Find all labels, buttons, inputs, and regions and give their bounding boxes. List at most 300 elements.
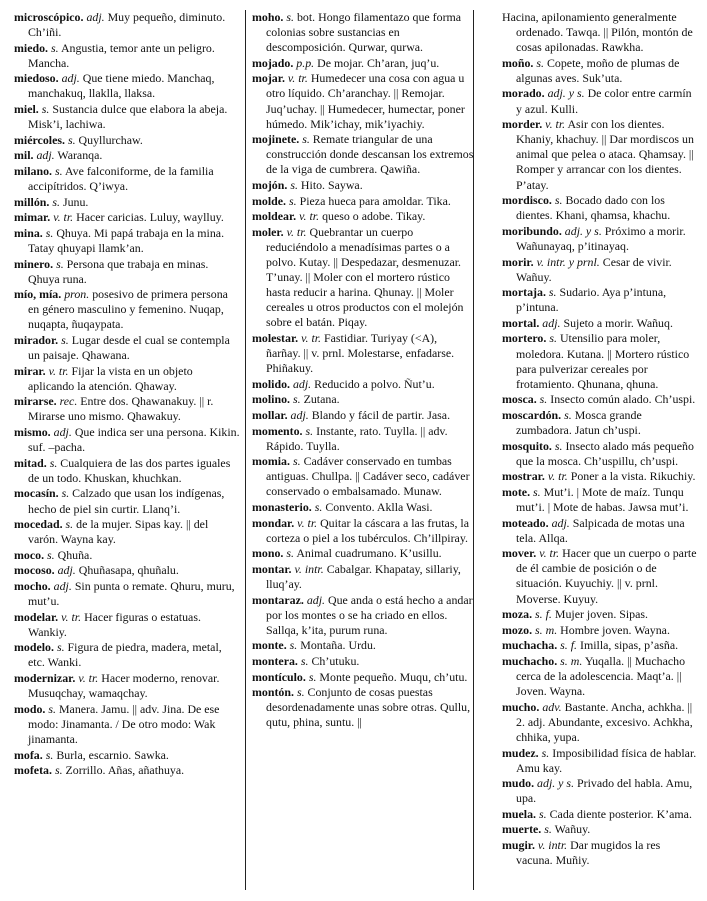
dictionary-entry-continuation: [502, 10, 698, 55]
definition: Figura de piedra, madera, metal, etc. Wanki.: [28, 640, 222, 670]
definition: Hacina, apilonamiento generalmente ordenado. Tawqa. || Pilón, montón de cosas apilonadas. Rawkha.: [502, 10, 693, 55]
dictionary-entry: [252, 132, 474, 177]
grammar-label: adj.: [86, 10, 105, 24]
headword: mimar.: [14, 210, 51, 225]
grammar-label: s.: [286, 10, 294, 24]
grammar-label: v. tr.: [547, 469, 568, 484]
headword: miedo.: [14, 40, 49, 55]
definition: Animal cuadrumano. K’usillu.: [296, 546, 442, 561]
grammar-label: s.: [48, 701, 56, 716]
headword: montón.: [252, 685, 294, 700]
grammar-label: s.: [289, 638, 298, 653]
grammar-label: s.: [45, 225, 54, 240]
headword: miedoso.: [14, 71, 59, 86]
dictionary-entry: [502, 439, 698, 469]
definition: Privado del habla. Amu, upa.: [516, 776, 693, 806]
grammar-label: s.: [61, 486, 70, 501]
definition: Ch’utuku.: [311, 653, 360, 668]
headword: mío, mía.: [14, 287, 62, 302]
dictionary-entry: [14, 563, 240, 578]
grammar-label: s.: [41, 102, 50, 117]
definition: Wañuy.: [554, 822, 591, 837]
headword: microscópico.: [14, 10, 84, 24]
dictionary-entry: [502, 838, 698, 868]
column-divider: [473, 10, 474, 890]
dictionary-entry: [252, 331, 474, 376]
definition: Hacer moderno, renovar. Musuqchay, wamaqchay.: [28, 671, 220, 701]
definition: Yuqalla. || Muchacho cerca de la adolescencia. Maqt’a. || Joven. Wayna.: [516, 653, 686, 699]
definition: Que anda o está hecho a andar por los montes o se ha criado en ellos. Sallqa, k’ita, purum runa.: [266, 592, 473, 637]
definition: Zutana.: [303, 392, 340, 407]
headword: monte.: [252, 638, 287, 653]
grammar-label: s. f.: [560, 638, 578, 653]
definition: Insecto común alado. Ch’uspi.: [550, 392, 696, 407]
dictionary-entry: [502, 117, 698, 192]
headword: momento.: [252, 423, 303, 438]
definition: Utensilio para moler, moledora. Kutana. || Mortero rústico para pulverizar cereales por frotamiento. Qhunana, qhuna.: [516, 331, 690, 391]
dictionary-entry: [14, 456, 240, 486]
headword: mocoso.: [14, 563, 55, 578]
headword: molino.: [252, 392, 290, 407]
headword: mucho.: [502, 699, 540, 714]
grammar-label: s.: [539, 806, 547, 821]
grammar-label: v. tr.: [297, 515, 318, 530]
headword: milano.: [14, 163, 52, 178]
grammar-label: adv.: [542, 699, 562, 714]
headword: moño.: [502, 55, 534, 70]
grammar-label: s.: [300, 653, 309, 668]
definition: Hacer que un cuerpo o parte de él cambie de posición o de situación. Kuyuchiy. || v. prnl. Moverse. Kuyuy.: [516, 546, 697, 606]
headword: miércoles.: [14, 132, 65, 147]
definition: Reducido a polvo. Ñut’u.: [314, 376, 435, 391]
grammar-label: adj. y s.: [537, 776, 575, 791]
dictionary-entry: [14, 486, 240, 516]
grammar-label: s.: [554, 193, 563, 208]
definition: Cadáver conservado en tumbas antiguas. Chullpa. || Cadáver seco, cadáver conservado o embalsamado. Munaw.: [266, 454, 470, 499]
dictionary-entry: [14, 702, 240, 747]
headword: montar.: [252, 561, 292, 576]
grammar-label: adj.: [53, 578, 72, 593]
dictionary-entry: [502, 516, 698, 546]
dictionary-entry: [252, 670, 474, 685]
dictionary-entry: [502, 623, 698, 638]
dictionary-entry: [252, 546, 474, 561]
grammar-label: s.: [67, 132, 76, 147]
headword: morir.: [502, 254, 534, 269]
grammar-label: s.: [308, 669, 317, 684]
definition: Mut’i. | Mote de maíz. Tunqu mut’i. | Mote de habas. Jawsa mut’i.: [516, 484, 689, 514]
definition: Insecto alado más pequeño que la mosca. Ch’uspillu, ch’uspi.: [516, 438, 694, 468]
headword: mortal.: [502, 315, 540, 330]
grammar-label: v. tr.: [287, 71, 308, 86]
grammar-label: pron.: [64, 287, 90, 302]
dictionary-entry: [502, 822, 698, 837]
headword: mortero.: [502, 331, 547, 346]
dictionary-entry: [252, 178, 474, 193]
grammar-label: v. tr.: [48, 363, 69, 378]
grammar-label: s.: [564, 407, 572, 422]
definition: Zorrillo. Añas, añathuya.: [65, 763, 185, 778]
grammar-label: v. tr.: [78, 671, 99, 686]
grammar-label: v. tr.: [53, 210, 74, 225]
headword: mote.: [502, 484, 531, 499]
grammar-label: s.: [61, 332, 69, 347]
grammar-label: s.: [536, 55, 544, 70]
definition: Junu.: [62, 194, 89, 209]
headword: moco.: [14, 547, 45, 562]
headword: mocho.: [14, 578, 51, 593]
grammar-label: s.: [541, 745, 550, 760]
dictionary-entry: [252, 516, 474, 546]
definition: Cualquiera de las dos partes iguales de un todo. Khuskan, khuchkan.: [28, 455, 231, 485]
grammar-label: s. m.: [560, 653, 583, 668]
definition: Angustia, temor ante un peligro. Mancha.: [28, 40, 215, 70]
dictionary-entry: [252, 638, 474, 653]
headword: momia.: [252, 454, 290, 469]
grammar-label: s.: [548, 285, 557, 300]
definition: Instante, rato. Tuylla. || adv. Rápido. Tuylla.: [266, 423, 448, 453]
headword: moho.: [252, 10, 284, 24]
grammar-label: s.: [314, 500, 323, 514]
definition: Burla, escarnio. Sawka.: [56, 747, 169, 762]
dictionary-entry: [14, 333, 240, 363]
dictionary-column-2: [252, 10, 474, 896]
definition: de la mujer. Sipas kay. || del varón. Wayna kay.: [28, 517, 209, 547]
definition: Dar mugidos la res vacuna. Muñiy.: [516, 838, 661, 868]
dictionary-entry: [502, 485, 698, 515]
definition: Sustancia dulce que elabora la abeja. Misk’i, lachiwa.: [28, 102, 228, 132]
dictionary-entry: [14, 195, 240, 210]
definition: Sin punta o remate. Qhuru, muru, mut’u.: [28, 578, 235, 609]
headword: modernizar.: [14, 671, 76, 686]
definition: Calzado que usan los indígenas, hecho de piel sin curtir. Llanq’i.: [28, 486, 225, 516]
definition: Sudario. Aya p’intuna, p’intuna.: [516, 285, 667, 315]
dictionary-entry: [14, 41, 240, 71]
dictionary-entry: [502, 746, 698, 776]
headword: mirador.: [14, 332, 59, 347]
headword: mocasín.: [14, 486, 59, 501]
headword: moldear.: [252, 209, 297, 224]
grammar-label: s.: [51, 40, 59, 55]
headword: mofeta.: [14, 763, 52, 778]
grammar-label: s.: [54, 763, 63, 778]
headword: moribundo.: [502, 223, 562, 238]
definition: Hito. Saywa.: [300, 178, 363, 193]
headword: mondar.: [252, 515, 295, 530]
grammar-label: adj.: [53, 425, 72, 440]
definition: Mujer joven. Sipas.: [554, 607, 649, 622]
grammar-label: rec.: [59, 394, 78, 409]
definition: Conjunto de cosas puestas desordenadamente unas sobre otras. Qullu, qutu, phina, suntu. ||: [266, 685, 471, 730]
definition: Montaña. Urdu.: [300, 638, 376, 653]
grammar-label: s.: [49, 455, 58, 470]
dictionary-entry: [502, 776, 698, 806]
dictionary-entry: [14, 548, 240, 563]
grammar-label: s.: [544, 822, 552, 837]
dictionary-entry: [14, 640, 240, 670]
headword: mojinete.: [252, 132, 300, 147]
definition: queso o adobe. Tikay.: [322, 209, 426, 224]
dictionary-entry: [502, 56, 698, 86]
headword: mosquito.: [502, 438, 552, 453]
definition: Ave falconiforme, de la familia accipítridos. Q’iwya.: [28, 163, 214, 194]
definition: De mojar. Ch’aran, juq’u.: [317, 55, 440, 70]
dictionary-entry: [252, 593, 474, 638]
definition: Qhuya. Mi papá trabaja en la mina. Tatay qhuyapi llamk’an.: [28, 225, 225, 255]
headword: modelo.: [14, 640, 54, 655]
dictionary-entry: [252, 654, 474, 669]
headword: mudez.: [502, 745, 539, 760]
grammar-label: adj.: [292, 376, 312, 391]
headword: mudo.: [502, 776, 535, 791]
definition: Waranqa.: [57, 148, 103, 163]
grammar-label: s.: [292, 392, 301, 407]
headword: mojar.: [252, 71, 285, 86]
definition: Fastidiar. Turiyay (<A), ñarñay. || v. prnl. Molestarse, enfadarse. Phiñakuy.: [266, 330, 455, 376]
definition: Poner a la vista. Rikuchiy.: [570, 469, 696, 484]
dictionary-entry: [252, 454, 474, 499]
definition: Imposibilidad física de hablar. Amu kay.: [516, 745, 697, 775]
definition: Hombre joven. Wayna.: [560, 622, 670, 637]
definition: Convento. Aklla Wasi.: [325, 500, 433, 514]
grammar-label: v. intr.: [537, 838, 568, 853]
headword: muchacho.: [502, 653, 558, 668]
headword: mitad.: [14, 455, 47, 470]
dictionary-entry: [14, 671, 240, 701]
definition: Quebrantar un cuerpo reduciéndolo a menadísimas partes o a polvo. Kutay. || Despedazar, desmenuzar. T’unay. || Moler con el mortero rústico hasta reducir a harina. Qhunay. || Moler cereales u otros productos con el molejón sobre el batán. Piqay.: [266, 224, 464, 330]
headword: mojón.: [252, 178, 288, 193]
grammar-label: adj. y s.: [564, 223, 602, 238]
definition: Muy pequeño, diminuto. Ch’iñi.: [28, 10, 226, 40]
dictionary-entry: [252, 194, 474, 209]
dictionary-entry: [14, 425, 240, 455]
dictionary-column-3: [502, 10, 698, 896]
dictionary-entry: [502, 607, 698, 622]
definition: Copete, moño de plumas de algunas aves. Suk’uta.: [516, 55, 680, 85]
dictionary-entry: [14, 210, 240, 225]
headword: moscardón.: [502, 407, 562, 422]
dictionary-entry: [252, 685, 474, 730]
headword: montículo.: [252, 669, 306, 684]
definition: Salpicada de motas una tela. Allqa.: [516, 515, 685, 545]
dictionary-entry: [502, 469, 698, 484]
headword: mordisco.: [502, 193, 552, 208]
grammar-label: v. tr.: [545, 117, 566, 132]
dictionary-entry: [502, 255, 698, 285]
headword: montera.: [252, 653, 298, 668]
grammar-label: adj. y s.: [547, 86, 585, 101]
definition: Quitar la cáscara a las frutas, la corteza o piel a los tubérculos. Ch’illpiray.: [266, 515, 469, 545]
headword: mismo.: [14, 425, 51, 440]
dictionary-entry: [502, 193, 698, 223]
definition: Bastante. Ancha, achkha. || 2. adj. Abundante, excesivo. Achkha, chhika, yupa.: [516, 699, 693, 744]
grammar-label: p.p.: [296, 55, 315, 70]
dictionary-entry: [502, 331, 698, 391]
dictionary-entry: [14, 71, 240, 101]
grammar-label: s.: [296, 685, 305, 700]
column-divider: [245, 10, 246, 890]
headword: modo.: [14, 701, 46, 716]
headword: monasterio.: [252, 500, 312, 514]
headword: modelar.: [14, 609, 59, 624]
grammar-label: s. f.: [535, 607, 552, 622]
grammar-label: s.: [305, 423, 314, 438]
headword: mozo.: [502, 622, 533, 637]
grammar-label: s.: [533, 484, 541, 499]
headword: mofa.: [14, 747, 43, 762]
headword: molido.: [252, 376, 290, 391]
dictionary-page: [14, 10, 698, 896]
dictionary-entry: [14, 226, 240, 256]
grammar-label: s.: [549, 331, 557, 346]
dictionary-entry: [14, 102, 240, 132]
definition: Qhuña.: [57, 547, 93, 562]
headword: mojado.: [252, 55, 294, 70]
headword: mirarse.: [14, 394, 57, 409]
headword: mugir.: [502, 838, 535, 853]
definition: Cabalgar. Khapatay, sillariy, lluq’ay.: [266, 561, 461, 591]
dictionary-entry: [252, 209, 474, 224]
grammar-label: s.: [52, 194, 60, 209]
dictionary-entry: [14, 763, 240, 778]
headword: minero.: [14, 256, 54, 271]
grammar-label: s.: [54, 163, 63, 178]
dictionary-entry: [252, 10, 474, 55]
grammar-label: adj.: [290, 407, 309, 422]
definition: Lugar desde el cual se contempla un paisaje. Qhawana.: [28, 332, 230, 363]
definition: Que tiene miedo. Manchaq, manchakuq, llaklla, llaksa.: [28, 71, 215, 101]
grammar-label: s.: [65, 517, 74, 532]
dictionary-entry: [502, 285, 698, 315]
grammar-label: s.: [289, 193, 297, 208]
grammar-label: s.: [56, 640, 65, 655]
definition: Entre dos. Qhawanakuy. || r. Mirarse uno mismo. Qhawakuy.: [28, 394, 214, 424]
definition: Hacer figuras o estatuas. Wankiy.: [28, 609, 201, 639]
dictionary-entry: [502, 408, 698, 438]
headword: muela.: [502, 806, 537, 821]
definition: De color entre carmín y azul. Kulli.: [516, 86, 692, 116]
headword: mollar.: [252, 407, 288, 422]
dictionary-entry: [502, 546, 698, 606]
headword: mirar.: [14, 363, 46, 378]
dictionary-entry: [14, 133, 240, 148]
dictionary-entry: [14, 610, 240, 640]
headword: mosca.: [502, 392, 537, 407]
definition: Persona que trabaja en minas. Qhuya runa.: [28, 256, 209, 286]
dictionary-entry: [14, 394, 240, 424]
headword: montaraz.: [252, 592, 304, 607]
dictionary-entry: [252, 500, 474, 515]
definition: Monte pequeño. Muqu, ch’utu.: [319, 669, 468, 684]
definition: Humedecer una cosa con agua u otro líquido. Ch’aranchay. || Remojar. Juq’uchay. || Humedecer, humectar, poner húmedo. Mik’ichay, mik’iyachiy.: [266, 71, 465, 131]
dictionary-entry: [14, 164, 240, 194]
dictionary-entry: [502, 638, 698, 653]
headword: molestar.: [252, 330, 299, 345]
dictionary-entry: [502, 654, 698, 699]
dictionary-entry: [14, 579, 240, 609]
grammar-label: s.: [539, 392, 548, 407]
grammar-label: v. tr.: [61, 609, 82, 624]
dictionary-entry: [14, 748, 240, 763]
definition: Hacer caricias. Luluy, waylluy.: [76, 210, 224, 225]
headword: moler.: [252, 224, 284, 239]
dictionary-entry: [252, 225, 474, 331]
definition: Manera. Jamu. || adv. Jina. De ese modo: Jinamanta. / De otro modo: Wak jinamanta.: [28, 701, 220, 746]
dictionary-entry: [14, 148, 240, 163]
dictionary-entry: [14, 517, 240, 547]
dictionary-entry: [252, 424, 474, 454]
grammar-label: v. intr.: [294, 561, 324, 576]
grammar-label: s. m.: [535, 622, 558, 637]
grammar-label: adj.: [36, 148, 55, 163]
definition: Quyllurchaw.: [78, 132, 143, 147]
headword: millón.: [14, 194, 50, 209]
definition: Cesar de vivir. Wañuy.: [516, 254, 672, 284]
definition: Cada diente posterior. K’ama.: [549, 806, 692, 821]
dictionary-entry: [252, 71, 474, 131]
definition: Bocado dado con los dientes. Khani, qhamsa, khachu.: [516, 193, 671, 223]
dictionary-entry: [252, 392, 474, 407]
grammar-label: adj.: [57, 563, 76, 578]
dictionary-entry: [14, 287, 240, 332]
dictionary-entry: [502, 392, 698, 407]
headword: muerte.: [502, 822, 542, 837]
headword: moteado.: [502, 515, 549, 530]
dictionary-entry: [502, 224, 698, 254]
dictionary-entry: [502, 807, 698, 822]
grammar-label: adj.: [306, 592, 325, 607]
dictionary-entry: [502, 86, 698, 116]
grammar-label: v. tr.: [299, 209, 320, 224]
dictionary-entry: [252, 408, 474, 423]
dictionary-entry: [14, 364, 240, 394]
headword: muchacha.: [502, 638, 558, 653]
dictionary-entry: [14, 257, 240, 287]
headword: miel.: [14, 102, 39, 117]
headword: mil.: [14, 148, 34, 163]
grammar-label: s.: [302, 132, 310, 147]
grammar-label: v. intr. y prnl.: [536, 254, 600, 269]
dictionary-entry: [252, 562, 474, 592]
grammar-label: s.: [45, 747, 54, 762]
headword: moza.: [502, 607, 533, 622]
headword: mover.: [502, 546, 537, 561]
headword: molde.: [252, 193, 287, 208]
definition: posesivo de primera persona en género masculino y femenino. Nuqap, nuqapta, ñuqaypata.: [28, 287, 228, 332]
headword: mocedad.: [14, 517, 63, 532]
definition: Blando y fácil de partir. Jasa.: [311, 407, 451, 422]
headword: mina.: [14, 225, 43, 240]
definition: Qhuñasapa, qhuñalu.: [78, 563, 179, 578]
definition: Remate triangular de una construcción donde descansan los extremos de la viga de cumbrera. Qawiña.: [266, 132, 474, 177]
definition: Pieza hueca para amoldar. Tika.: [299, 193, 451, 208]
grammar-label: s.: [286, 546, 294, 561]
definition: Fijar la vista en un objeto aplicando la atención. Qhaway.: [28, 363, 193, 393]
definition: Próximo a morir. Wañunayaq, p’itinayaq.: [516, 223, 686, 253]
grammar-label: adj.: [61, 71, 80, 86]
grammar-label: s.: [292, 454, 301, 469]
headword: mortaja.: [502, 285, 546, 300]
headword: morado.: [502, 86, 545, 101]
dictionary-column-1: [14, 10, 240, 896]
definition: Sujeto a morir. Wañuq.: [563, 315, 673, 330]
grammar-label: adj.: [542, 315, 561, 330]
grammar-label: v. tr.: [286, 224, 307, 239]
headword: morder.: [502, 117, 543, 132]
definition: Mosca grande zumbadora. Jatun ch’uspi.: [516, 407, 642, 438]
grammar-label: s.: [554, 438, 563, 453]
definition: Imilla, sipas, p’asña.: [580, 638, 679, 653]
